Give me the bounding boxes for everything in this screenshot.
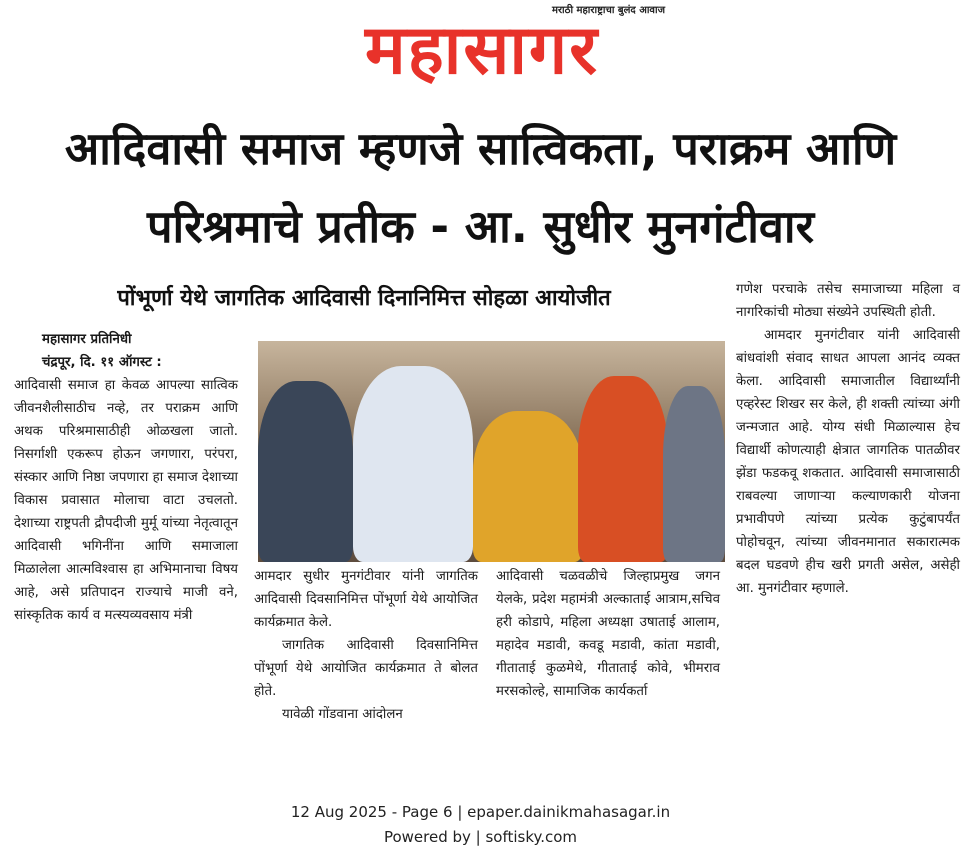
headline-line-1: आदिवासी समाज म्हणजे सात्विकता, पराक्रम आणि bbox=[64, 122, 897, 175]
article-paragraph: गणेश परचाके तसेच समाजाच्या महिला व नागरिकांची मोठ्या संख्येने उपस्थिती होती. bbox=[736, 282, 960, 320]
article-paragraph: आमदार सुधीर मुनगंटीवार यांनी जागतिक आदिवासी दिवसानिमित्त पोंभूर्णा येथे आयोजित कार्यक्रमात केले. bbox=[254, 569, 478, 630]
article-column-4 bbox=[736, 278, 960, 600]
photo-figure-5 bbox=[663, 386, 725, 562]
photo-figure-1 bbox=[258, 381, 353, 562]
footer-powered-by[interactable]: Powered by | softisky.com bbox=[383, 828, 578, 846]
article-column-2 bbox=[254, 565, 478, 726]
photo-figure-2 bbox=[353, 366, 473, 562]
footer-date-page[interactable]: 12 Aug 2025 - Page 6 | epaper.dainikmahasagar.in bbox=[290, 803, 671, 821]
epaper-footer bbox=[0, 800, 961, 850]
article-paragraph: आमदार मुनगंटीवार यांनी आदिवासी बांधवांशी संवाद साधत आपला आनंद व्यक्त केला. आदिवासी समाजातील विद्यार्थ्यांनी एव्हरेस्ट शिखर सर केले, ही शक्ती त्यांच्या अंगी जन्मजात आहे. योग्य संधी मिळाल्यास हेच विद्यार्थी कोणत्याही क्षेत्रात जागतिक पातळीवर झेंडा फडकवू शकतात. आदिवासी समाजासाठी राबवल्या जाणाऱ्या कल्याणकारी योजना प्रभावीपणे त्यांच्या प्रत्येक कुटुंबापर्यंत पोहोचवून, त्यांच्या जीवनमानात सकारात्मक बदल घडवणे हीच खरी प्रगती असेल, असेही आ. मुनगंटीवार म्हणाले. bbox=[736, 328, 960, 596]
photo-figure-3 bbox=[473, 411, 583, 562]
article-column-1 bbox=[14, 328, 238, 627]
headline bbox=[0, 110, 961, 266]
article-paragraph: आदिवासी चळवळीचे जिल्हाप्रमुख जगन येलके, प्रदेश महामंत्री अल्काताई आत्राम,सचिव हरी कोडापे, महिला अध्यक्षा उषाताई आलाम, महादेव मडावी, कवडू मडावी, कांता मडावी, गीताताई कुळमेथे, गीताताई कोवे, भीमराव मरसकोल्हे, सामाजिक कार्यकर्ता bbox=[496, 569, 720, 699]
dateline: चंद्रपूर, दि. ११ ऑगस्ट : bbox=[42, 355, 162, 370]
article-paragraph: जागतिक आदिवासी दिवसानिमित्त पोंभूर्णा येथे आयोजित कार्यक्रमात ते बोलत होते. bbox=[254, 638, 478, 699]
article-paragraph: आदिवासी समाज हा केवळ आपल्या सात्विक जीवनशैलीसाठीच नव्हे, तर पराक्रम आणि अथक परिश्रमासाठीही ओळखला जातो. निसर्गाशी एकरूप होऊन जगणारा, परंपरा, संस्कार आणि निष्ठा जपणारा हा समाज देशाच्या विकास प्रवासात मोलाचा वाटा उचलतो. देशाच्या राष्ट्रपती द्रौपदीजी मुर्मू यांच्या नेतृत्वातून आदिवासी भगिनींना आणि समाजाला मिळालेला आत्मविश्वास हा अभिमानाचा विषय आहे, असे प्रतिपादन राज्याचे माजी वने, सांस्कृतिक कार्य व मत्स्यव्यवसाय मंत्री bbox=[14, 378, 238, 623]
photo-figure-4 bbox=[578, 376, 668, 562]
masthead-logo: महासागर bbox=[364, 11, 600, 90]
byline: महासागर प्रतिनिधी bbox=[42, 332, 132, 347]
news-photo bbox=[258, 341, 725, 562]
subheadline: पोंभूर्णा येथे जागतिक आदिवासी दिनानिमित्त सोहळा आयोजीत bbox=[117, 286, 611, 311]
masthead-tagline: मराठी महाराष्ट्राचा बुलंद आवाज bbox=[551, 5, 665, 16]
headline-line-2: परिश्रमाचे प्रतीक - आ. सुधीर मुनगंटीवार bbox=[147, 200, 814, 253]
article-column-3 bbox=[496, 565, 720, 703]
article-paragraph: यावेळी गोंडवाना आंदोलन bbox=[282, 707, 403, 722]
